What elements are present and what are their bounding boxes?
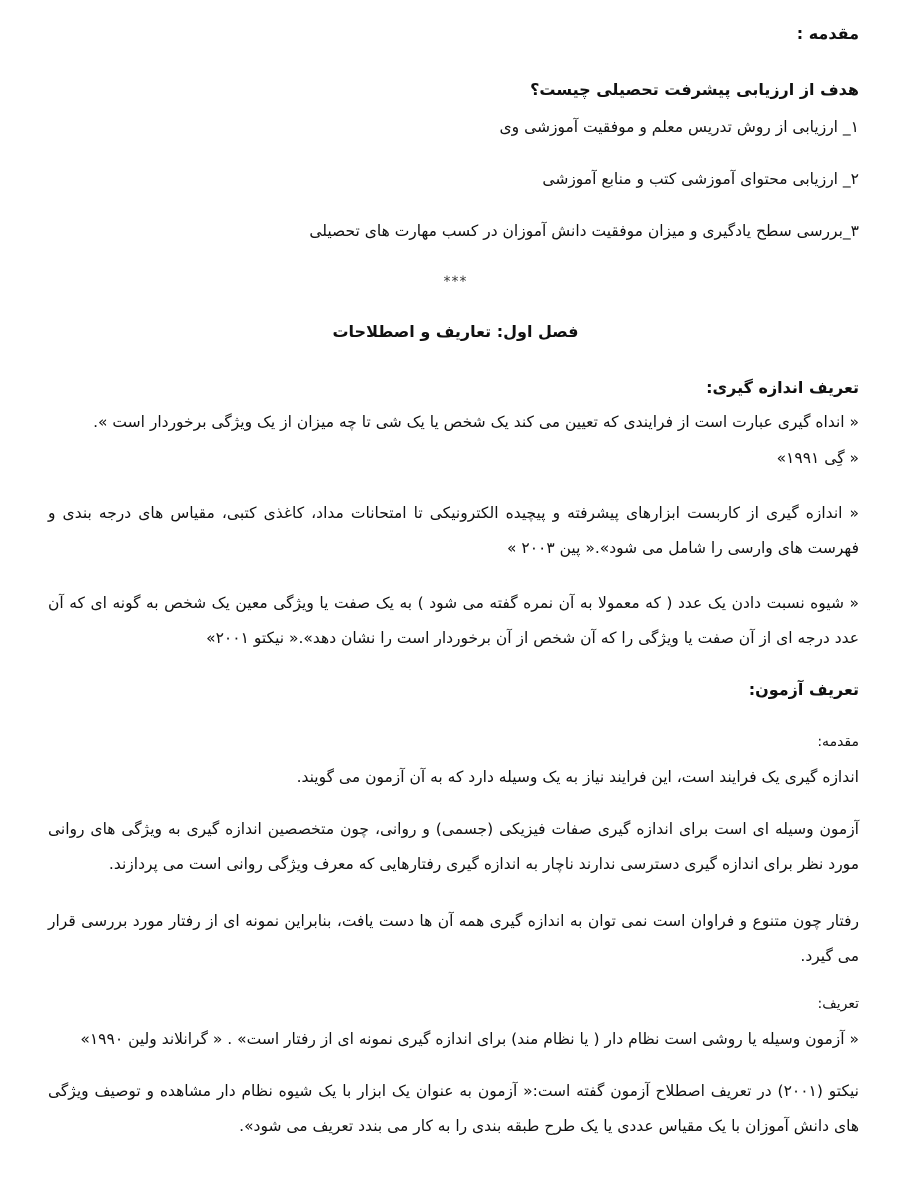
test-definition-label: تعریف: xyxy=(817,996,859,1012)
test-paragraph-1: اندازه گیری یک فرایند است، این فرایند نیاز به یک وسیله دارد که به آن آزمون می گویند. xyxy=(296,768,859,786)
test-intro-label: مقدمه: xyxy=(817,734,859,750)
list-item: ۱_ ارزیابی از روش تدریس معلم و موفقیت آموزشی وی xyxy=(499,118,859,136)
measurement-quote-1: « انداه گیری عبارت است از فرایندی که تعیین می کند یک شخص یا یک شی تا چه میزان از یک ویژگی برخوردار است ». xyxy=(93,413,859,431)
test-heading: تعریف آزمون: xyxy=(748,680,859,699)
separator: *** xyxy=(443,274,468,290)
test-definition-1: « آزمون وسیله یا روشی است نظام دار ( یا نظام مند) برای اندازه گیری نمونه ای از رفتار است» . « گرانلاند ولین ۱۹۹۰» xyxy=(80,1030,859,1048)
question-heading: هدف از ارزیابی پیشرفت تحصیلی چیست؟ xyxy=(530,80,859,99)
measurement-quote-3: « شیوه نسبت دادن یک عدد ( که معمولا به آن نمره گفته می شود ) به یک صفت یا ویژگی معین یک شخص به گونه ای که آن عدد درجه ای از آن صفت یا ویژگی را که آن شخص از آن برخوردار است را نشان دهد».« نیکتو ۲۰۰۱» xyxy=(48,594,859,647)
list-item: ۳_بررسی سطح یادگیری و میزان موفقیت دانش آموزان در کسب مهارت های تحصیلی xyxy=(309,222,859,240)
test-definition-2: نیکتو (۲۰۰۱) در تعریف اصطلاح آزمون گفته است:« آزمون به عنوان یک ابزار با یک شیوه نظام دار مشاهده و توصیف ویژگی های دانش آموزان با یک مقیاس عددی یا یک طرح طبقه بندی را به کار می بندد تعریف می شود». xyxy=(48,1082,859,1135)
list-item: ۲_ ارزیابی محتوای آموزشی کتب و منابع آموزشی xyxy=(542,170,859,188)
test-paragraph-2: آزمون وسیله ای است برای اندازه گیری صفات فیزیکی (جسمی) و روانی، چون متخصصین اندازه گیری به ویژگی های روانی مورد نظر برای اندازه گیری دسترسی ندارند ناچار به اندازه گیری رفتارهایی که معرف ویژگی روانی است می پردازند. xyxy=(48,820,859,873)
measurement-quote-1-citation: « گِی ۱۹۹۱» xyxy=(776,449,859,467)
chapter-title: فصل اول: تعاریف و اصطلاحات xyxy=(332,322,579,341)
intro-title: مقدمه : xyxy=(796,24,859,43)
measurement-heading: تعریف اندازه گیری: xyxy=(706,378,859,397)
measurement-quote-2: « اندازه گیری از کاربست ابزارهای پیشرفته و پیچیده الکترونیکی تا امتحانات مداد، کاغذی کتبی، مقیاس های درجه بندی و فهرست های وارسی را شامل می شود».« پین ۲۰۰۳ » xyxy=(48,504,859,557)
test-paragraph-3: رفتار چون متنوع و فراوان است نمی توان به اندازه گیری همه آن ها دست یافت، بنابراین نمونه ای از رفتار مورد بررسی قرار می گیرد. xyxy=(48,912,859,965)
